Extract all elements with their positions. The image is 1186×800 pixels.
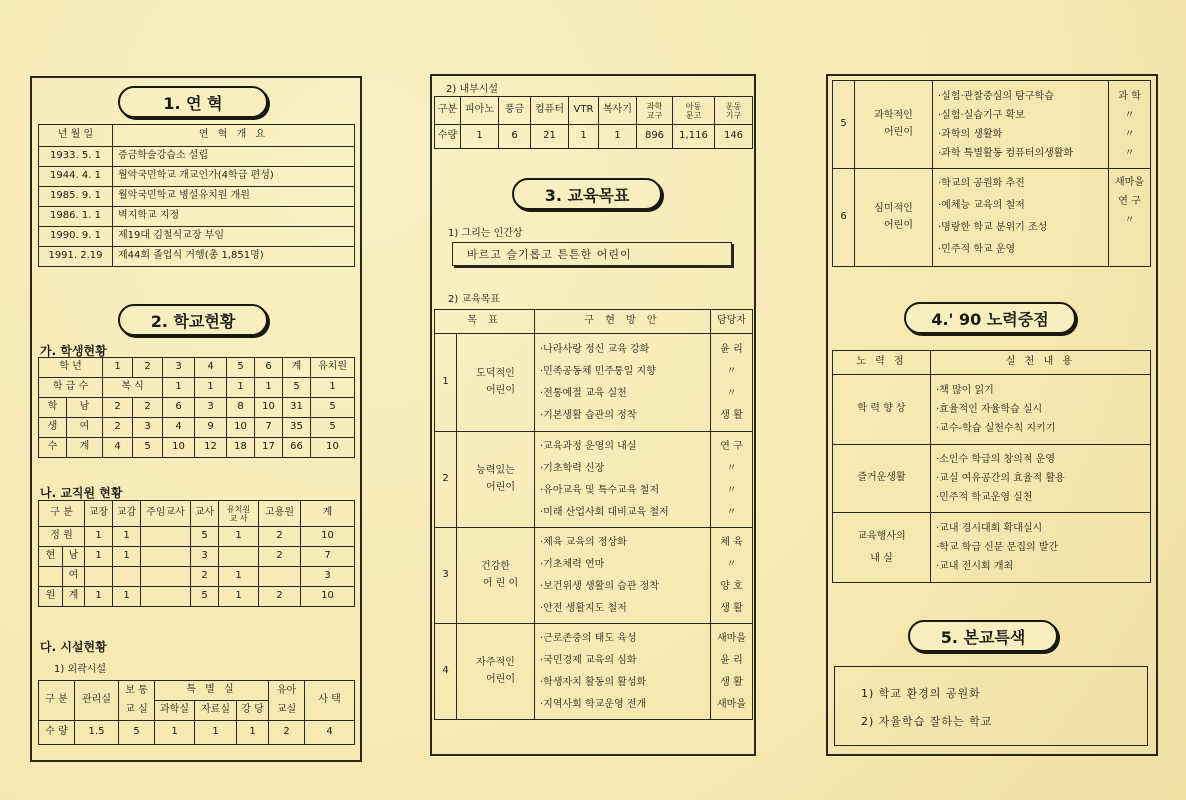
table-row: 학 력 향 상 ·책 많이 읽기 ·효율적인 자율학습 실시 ·교수-학습 실천수칙 지키기 <box>833 375 1151 445</box>
table-row: 1944. 4. 1 월악국민학교 개교인가(4학급 편성) <box>39 167 355 187</box>
section-title-effort: 4.' 90 노력중점 <box>904 302 1076 334</box>
table-row: 3 건강한 어 린 이 ·체육 교육의 정상화 ·기초체력 연마 ·보건위생 생활의 습관 정착 ·안전 생활지도 철저 체 육 〃 양 호 생 활 <box>435 528 753 624</box>
table-row: 수량 1 6 21 1 1 896 1,116 146 <box>435 125 753 149</box>
goals-table-continued <box>832 80 1151 267</box>
subheading-students: 가. 학생현황 <box>40 344 107 358</box>
section-title-history: 1. 연 혁 <box>118 86 268 118</box>
subheading-exterior: 1) 외곽시설 <box>54 664 107 675</box>
section-title-school-status: 2. 학교현황 <box>118 304 268 336</box>
table-row: 현 남 1 1 3 2 7 <box>39 547 355 567</box>
table-row: 1 도덕적인 어린이 ·나라사랑 정신 교육 강화 ·민족공동체 민주통일 지향 ·전통예절 교육 실천 ·기본생활 습관의 정착 윤 리 〃 〃 생 활 <box>435 334 753 432</box>
table-row: 1986. 1. 1 벽지학교 지정 <box>39 207 355 227</box>
table-row: 수 계 4 5 10 12 18 17 66 10 <box>39 438 355 458</box>
subheading-facilities: 다. 시설현황 <box>40 640 107 654</box>
table-row: 학 급 수 복 식 1 1 1 1 5 1 <box>39 378 355 398</box>
exterior-facility-table: 구 분 관리실 보 통 특 별 실 유아 사 택 교 실 과학실 자료실 강 당 교실 수 량 1.5 5 1 1 1 2 4 <box>38 680 355 745</box>
history-table <box>38 124 355 267</box>
table-row: 여 2 1 3 <box>39 567 355 587</box>
table-row: 2 능력있는 어린이 ·교육과정 운영의 내실 ·기초학력 신장 ·유아교육 및 특수교육 철저 ·미래 산업사회 대비교육 철저 연 구 〃 〃 〃 <box>435 432 753 528</box>
table-row: 1985. 9. 1 월악국민학교 병설유치원 개원 <box>39 187 355 207</box>
table-row: 1991. 2.19 제44회 졸업식 거행(총 1,851명) <box>39 247 355 267</box>
features-box <box>834 666 1148 746</box>
subheading-ideal-person: 1) 그리는 인간상 <box>448 228 523 239</box>
subheading-goals: 2) 교육목표 <box>448 294 501 305</box>
student-table: 학 년 1 2 3 4 5 6 계 유치원 학 급 수 복 식 1 1 1 1 5 1 학 남 2 2 6 3 8 10 31 5 생 여 2 3 4 9 10 7 35 5 수 계 4 5 10 12 18 17 66 10 <box>38 357 355 458</box>
section-title-edu-goals: 3. 교육목표 <box>512 178 662 210</box>
table-row: 5 과학적인 어린이 ·실험·관찰중심의 탐구학습 ·실험·실습기구 확보 ·과학의 생활화 ·과학 특별활동 컴퓨터의생활화 과 학 〃 〃 〃 <box>833 81 1151 169</box>
staff-table: 구 분 교장 교감 주임교사 교사 유치원 교 사 고용원 계 정 원 1 1 5 1 2 10 현 남 1 1 3 2 7 여 2 1 3 원 계 1 1 5 1 2 10 <box>38 500 355 607</box>
table-row: 정 원 1 1 5 1 2 10 <box>39 527 355 547</box>
effort-table: 노 력 점 실 천 내 용 학 력 향 상 ·책 많이 읽기 ·효율적인 자율학습 실시 ·교수-학습 실천수칙 지키기 즐거운생활 ·소인수 학급의 창의적 운영 ·교실 여유공간의 효율적 활용 ·민주적 학교운영 실천 교육행사의 내 실 ·교내 경시대회 확대실시 ·학교 학급 신문 문집의 발간 ·교내 전시회 개최 <box>832 350 1151 583</box>
motto-box: 바르고 슬기롭고 튼튼한 어린이 <box>452 242 732 266</box>
section-title-features: 5. 본교특색 <box>908 620 1058 652</box>
table-row: 6 심미적인 어린이 ·학교의 공원화 추진 ·예체능 교육의 철저 ·명랑한 학교 분위기 조성 ·민주적 학교 운영 새마을 연 구 〃 <box>833 169 1151 267</box>
feature-item: 1) 학교 환경의 공원화 <box>861 687 981 700</box>
history-header-text: 연 혁 개 요 <box>113 125 355 147</box>
subheading-interior: 2) 내부시설 <box>446 84 499 95</box>
student-header-grade: 학 년 <box>39 358 103 378</box>
table-row: 교육행사의 내 실 ·교내 경시대회 확대실시 ·학교 학급 신문 문집의 발간 ·교내 전시회 개최 <box>833 513 1151 583</box>
table-row: 학 남 2 2 6 3 8 10 31 5 <box>39 398 355 418</box>
feature-item: 2) 자율학습 잘하는 학교 <box>861 715 993 728</box>
table-row: 1933. 5. 1 증금학술강습소 설립 <box>39 147 355 167</box>
subheading-staff: 나. 교직원 현황 <box>40 486 123 500</box>
table-row: 원 계 1 1 5 1 2 10 <box>39 587 355 607</box>
table-row: 1990. 9. 1 제19대 김철식교장 부임 <box>39 227 355 247</box>
goals-table: 목 표 구 현 방 안 담당자 1 도덕적인 어린이 ·나라사랑 정신 교육 강화 ·민족공동체 민주통일 지향 ·전통예절 교육 실천 ·기본생활 습관의 정착 윤 리 〃 〃 생 활 2 능력있는 어린이 ·교육과정 운영의 내실 ·기초학력 신장 ·유아교육 및 특수교육 철저 ·미래 산업사회 대비교육 철저 연 구 〃 〃 〃 3 건강한 어 린 이 ·체육 교육의 정상화 ·기초체력 연마 ·보건위생 생활의 습관 정착 ·안전 생활지도 철저 체 육 〃 양 호 생 활 4 자주적인 어린이 ·근로존중의 태도 육성 ·국민경제 교육의 심화 ·학생자치 활동의 활성화 ·지역사회 학교운영 전개 새마을 윤 리 생 활 새마을 <box>434 309 753 720</box>
interior-facility-table: 구분 피아노 풍금 컴퓨터 VTR 복사기 과학 교구 아동 문고 운동 기구 수량 1 6 21 1 1 896 1,116 146 <box>434 96 753 149</box>
table-row: 생 여 2 3 4 9 10 7 35 5 <box>39 418 355 438</box>
table-row: 4 자주적인 어린이 ·근로존중의 태도 육성 ·국민경제 교육의 심화 ·학생자치 활동의 활성화 ·지역사회 학교운영 전개 새마을 윤 리 생 활 새마을 <box>435 624 753 720</box>
table-row: 수 량 1.5 5 1 1 1 2 4 <box>39 721 355 745</box>
history-header-date: 년 월 일 <box>39 125 113 147</box>
table-row: 즐거운생활 ·소인수 학급의 창의적 운영 ·교실 여유공간의 효율적 활용 ·민주적 학교운영 실천 <box>833 445 1151 513</box>
